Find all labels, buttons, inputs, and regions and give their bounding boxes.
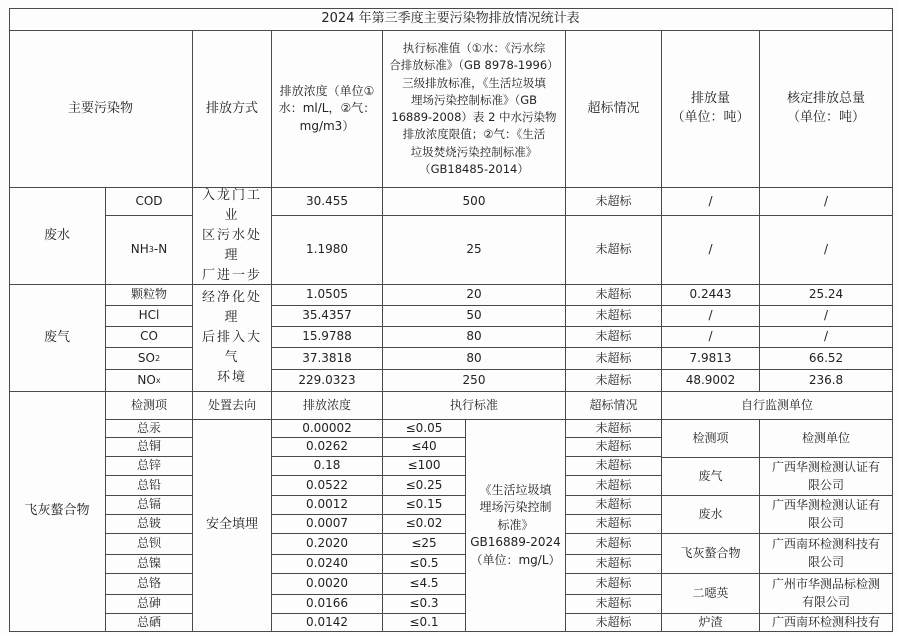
pollutant-subscript: 2 [154,353,161,363]
fly-ash-header-exceed: 超标情况 [566,392,662,420]
gas-amount: / [662,306,760,327]
fly-ash-limit: ≤0.1 [383,614,466,632]
gas-status: 未超标 [566,327,662,348]
fly-ash-item: 总镉 [106,496,193,515]
monitor-unit: 广西华测检测认证有 限公司 [760,496,893,534]
cod-amount: / [662,188,760,216]
monitor-unit: 广西华测检测认证有 限公司 [760,458,893,496]
fly-ash-item: 总铬 [106,574,193,595]
fly-ash-item: 总钡 [106,534,193,555]
monitor-header-unit: 检测单位 [760,420,893,458]
gas-concentration: 15.9788 [272,327,383,348]
gas-pollutant-name [106,370,193,392]
fly-ash-header-standard: 执行标准 [383,392,566,420]
fly-ash-limit: ≤0.25 [383,476,466,496]
fly-ash-concentration: 0.0012 [272,496,383,515]
pollutant-label: CO [140,329,158,344]
pollutant-label: HCl [138,308,160,323]
gas-status: 未超标 [566,370,662,392]
fly-ash-status: 未超标 [566,574,662,595]
monitor-unit: 广西南环检测科技有 限公司 [760,534,893,574]
table-title: 2024 年第三季度主要污染物排放情况统计表 [9,8,893,31]
fly-ash-concentration: 0.0240 [272,555,383,574]
fly-ash-item: 总镍 [106,555,193,574]
fly-ash-status: 未超标 [566,534,662,555]
gas-approved: 25.24 [760,285,893,306]
pollutant-label: 颗粒物 [130,287,167,302]
header-method: 排放方式 [193,31,272,188]
gas-standard: 20 [383,285,566,306]
fly-ash-header-disposal: 处置去向 [193,392,272,420]
gas-approved: 66.52 [760,348,893,370]
fly-ash-limit: ≤0.5 [383,555,466,574]
gas-pollutant-name [106,327,193,348]
gas-standard: 250 [383,370,566,392]
gas-amount: 7.9813 [662,348,760,370]
monitor-unit: 广州市华测品标检测 有限公司 [760,574,893,614]
gas-pollutant-name [106,306,193,327]
fly-ash-status: 未超标 [566,476,662,496]
monitor-item: 二噁英 [662,574,760,614]
pollutant-label: SO [137,350,155,365]
fly-ash-concentration: 0.0007 [272,515,383,534]
gas-concentration: 37.3818 [272,348,383,370]
monitor-item: 废气 [662,458,760,496]
gas-amount: / [662,327,760,348]
fly-ash-item: 总铅 [106,476,193,496]
wastewater-method: 入龙门工业 区污水处理 厂进一步 [193,188,272,285]
gas-concentration: 229.0323 [272,370,383,392]
monitor-item: 炉渣 [662,614,760,632]
gas-status: 未超标 [566,348,662,370]
gas-approved: / [760,306,893,327]
fly-ash-status: 未超标 [566,555,662,574]
gas-standard: 80 [383,327,566,348]
fly-ash-concentration: 0.0020 [272,574,383,595]
fly-ash-limit: ≤4.5 [383,574,466,595]
fly-ash-concentration: 0.0522 [272,476,383,496]
gas-concentration: 1.0505 [272,285,383,306]
fly-ash-status: 未超标 [566,420,662,438]
pollutant-nh3n: NH 3 -N [106,216,193,285]
group-wastewater: 废水 [9,188,106,285]
header-standard: 执行标准值（①水：《污水综 合排放标准》（GB 8978-1996） 三级排放标准，《生活垃圾填 埋场污染控制标准》（GB 16889-2008）表 2 中水污染物 排放浓度限值；②气：《生活 垃圾焚烧污染控制标准》 （GB18485-2014） [383,31,566,188]
gas-amount: 0.2443 [662,285,760,306]
fly-ash-status: 未超标 [566,438,662,457]
nh3n-standard: 25 [383,216,566,285]
nh3n-concentration: 1.1980 [272,216,383,285]
nh3n-status: 未超标 [566,216,662,285]
pollutant-label: NO [137,372,156,387]
header-concentration: 排放浓度（单位① 水：ml/L，②气： mg/m3） [272,31,383,188]
gas-standard: 80 [383,348,566,370]
fly-ash-header-monitor: 自行监测单位 [662,392,893,420]
fly-ash-header-concentration: 排放浓度 [272,392,383,420]
fly-ash-item: 总硒 [106,614,193,632]
fly-ash-concentration: 0.2020 [272,534,383,555]
cod-status: 未超标 [566,188,662,216]
gas-approved: / [760,327,893,348]
waste-gas-method: 经净化处理 后排入大气 环境 [193,285,272,392]
fly-ash-limit: ≤0.3 [383,595,466,614]
monitor-header-item: 检测项 [662,420,760,458]
gas-pollutant-name [106,285,193,306]
fly-ash-item: 总铜 [106,438,193,457]
fly-ash-limit: ≤25 [383,534,466,555]
header-exceed: 超标情况 [566,31,662,188]
fly-ash-concentration: 0.0262 [272,438,383,457]
gas-concentration: 35.4357 [272,306,383,327]
group-fly-ash: 飞灰螯合物 [9,392,106,632]
nh3n-approved: / [760,216,893,285]
header-approved: 核定排放总量 （单位：吨） [760,31,893,188]
pollutant-cod: COD [106,188,193,216]
fly-ash-standard-text: 《生活垃圾填 埋场污染控制 标准》 GB16889-2024 （单位：mg/L） [466,420,566,632]
fly-ash-limit: ≤0.05 [383,420,466,438]
gas-standard: 50 [383,306,566,327]
fly-ash-concentration: 0.18 [272,457,383,476]
gas-approved: 236.8 [760,370,893,392]
cod-standard: 500 [383,188,566,216]
gas-status: 未超标 [566,285,662,306]
gas-status: 未超标 [566,306,662,327]
fly-ash-header-item: 检测项 [106,392,193,420]
group-waste-gas: 废气 [9,285,106,392]
header-amount: 排放量 （单位：吨） [662,31,760,188]
fly-ash-status: 未超标 [566,614,662,632]
fly-ash-status: 未超标 [566,595,662,614]
fly-ash-limit: ≤40 [383,438,466,457]
fly-ash-item: 总锌 [106,457,193,476]
fly-ash-limit: ≤0.15 [383,496,466,515]
monitor-item: 飞灰螯合物 [662,534,760,574]
gas-pollutant-name [106,348,193,370]
cod-approved: / [760,188,893,216]
fly-ash-concentration: 0.0142 [272,614,383,632]
fly-ash-disposal: 安全填埋 [193,420,272,632]
monitor-unit: 广西南环检测科技有 [760,614,893,632]
fly-ash-item: 总砷 [106,595,193,614]
nh3n-amount: / [662,216,760,285]
fly-ash-status: 未超标 [566,457,662,476]
fly-ash-item: 总铍 [106,515,193,534]
header-pollutant: 主要污染物 [9,31,193,188]
pollutant-subscript: x [155,375,161,385]
fly-ash-item: 总汞 [106,420,193,438]
monitor-item: 废水 [662,496,760,534]
fly-ash-status: 未超标 [566,496,662,515]
fly-ash-concentration: 0.00002 [272,420,383,438]
gas-amount: 48.9002 [662,370,760,392]
fly-ash-status: 未超标 [566,515,662,534]
fly-ash-concentration: 0.0166 [272,595,383,614]
fly-ash-limit: ≤100 [383,457,466,476]
fly-ash-limit: ≤0.02 [383,515,466,534]
cod-concentration: 30.455 [272,188,383,216]
